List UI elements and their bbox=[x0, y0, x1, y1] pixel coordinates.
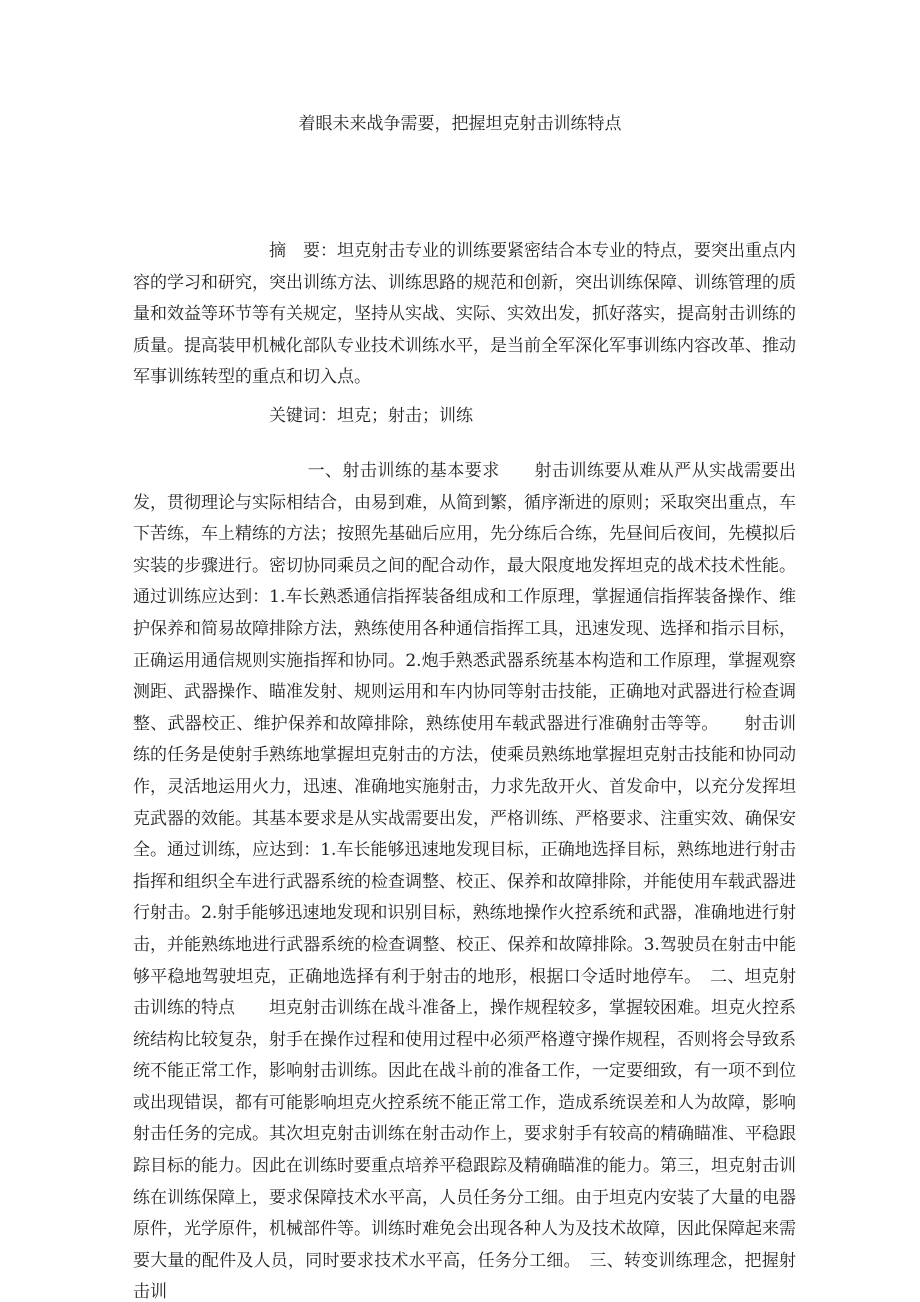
abstract-paragraph: 摘 要：坦克射击专业的训练要紧密结合本专业的特点，要突出重点内容的学习和研究，突出训练方法、训练思路的规范和创新，突出训练保障、训练管理的质量和效益等环节等有关规定，坚持从实战、实际、实效出发，抓好落实，提高射击训练的质量。提高装甲机械化部队专业技术训练水平，是当前全军深化军事训练内容改革、推动军事训练转型的重点和切入点。 bbox=[133, 241, 796, 388]
body-paragraph: 一、射击训练的基本要求 射击训练要从难从严从实战需要出发，贯彻理论与实际相结合，由易到难，从简到繁，循序渐进的原则；采取突出重点，车下苦练，车上精练的方法；按照先基础后应用，先分练后合练，先昼间后夜间，先模拟后实装的步骤进行。密切协同乘员之间的配合动作，最大限度地发挥坦克的战术技术性能。通过训练应达到：1.车长熟悉通信指挥装备组成和工作原理，掌握通信指挥装备操作、维护保养和简易故障排除方法，熟练使用各种通信指挥工具，迅速发现、选择和指示目标，正确运用通信规则实施指挥和协同。2.炮手熟悉武器系统基本构造和工作原理，掌握观察测距、武器操作、瞄准发射、规则运用和车内协同等射击技能，正确地对武器进行检查调整、武器校正、维护保养和故障排除，熟练使用车载武器进行准确射击等等。 射击训练的任务是使射手熟练地掌握坦克射击的方法，使乘员熟练地掌握坦克射击技能和协同动作，灵活地运用火力，迅速、准确地实施射击，力求先敌开火、首发命中，以充分发挥坦克武器的效能。其基本要求是从实战需要出发，严格训练、严格要求、注重实效、确保安全。通过训练，应达到：1.车长能够迅速地发现目标，正确地选择目标，熟练地进行射击指挥和组织全车进行武器系统的检查调整、校正、保养和故障排除，并能使用车载武器进行射击。2.射手能够迅速地发现和识别目标，熟练地操作火控系统和武器，准确地进行射击，并能熟练地进行武器系统的检查调整、校正、保养和故障排除。3.驾驶员在射击中能够平稳地驾驶坦克，正确地选择有利于射击的地形，根据口令适时地停车。 二、坦克射击训练的特点 坦克射击训练在战斗准备上，操作规程较多，掌握较困难。坦克火控系统结构比较复杂，射手在操作过程和使用过程中必须严格遵守操作规程，否则将会导致系统不能正常工作，影响射击训练。因此在战斗前的准备工作，一定要细致，有一项不到位或出现错误，都有可能影响坦克火控系统不能正常工作，造成系统误差和人为故障，影响射击任务的完成。其次坦克射击训练在射击动作上，要求射手有较高的精确瞄准、平稳跟踪目标的能力。因此在训练时要重点培养平稳跟踪及精确瞄准的能力。第三，坦克射击训练在训练保障上，要求保障技术水平高，人员任务分工细。由于坦克内安装了大量的电器原件，光学原件，机械部件等。训练时难免会出现各种人为及技术故障，因此保障起来需要大量的配件及人员，同时要求技术水平高，任务分工细。 三、转变训练理念，把握射击训 bbox=[133, 461, 796, 1302]
document-title: 着眼未来战争需要，把握坦克射击训练特点 bbox=[298, 114, 622, 134]
keywords-line: 关键词：坦克；射击；训练 bbox=[133, 406, 473, 426]
